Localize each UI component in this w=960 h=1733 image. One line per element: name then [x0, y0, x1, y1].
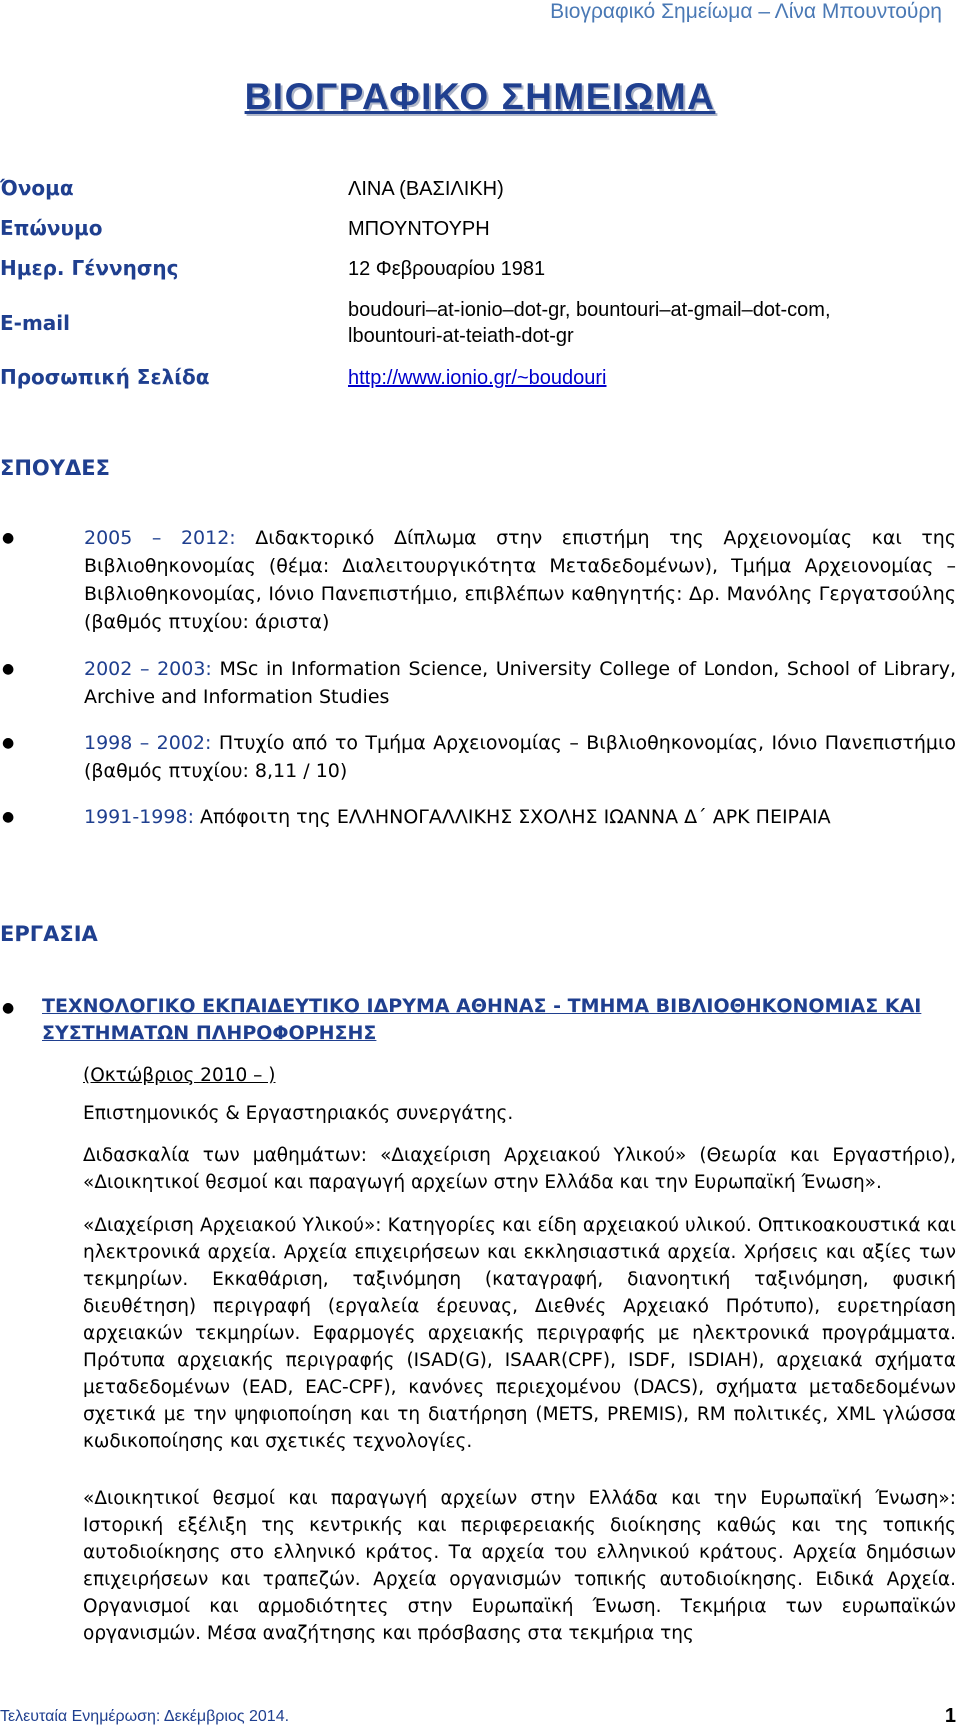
- surname-label: Επώνυμο: [0, 216, 103, 240]
- work-courses: Διδασκαλία των μαθημάτων: «Διαχείριση Αρχειακού Υλικού» (Θεωρία και Εργαστήριο), «Διοικητικοί θεσμοί και παραγωγή αρχείων στην Ελλάδα και την Ευρωπαϊκή Ένωση».: [83, 1145, 956, 1193]
- education-item: [84, 655, 956, 711]
- birthdate-label: Ημερ. Γέννησης: [0, 256, 179, 280]
- education-text: Διδακτορικό Δίπλωμα στην επιστήμη της Αρχειονομίας και της Βιβλιοθηκονομίας (θέμα: Διαλειτουργικότητα Μεταδεδομένων), Τμήμα Αρχειονομίας – Βιβλιοθηκονομίας, Ιόνιο Πανεπιστήμιο, επιβλέπων καθηγητής: Δρ. Μανόλης Γεργατσούλης (βαθμός πτυχίου: άριστα): [84, 527, 956, 633]
- bullet-icon: ●: [2, 809, 15, 825]
- education-years: 1991-1998:: [84, 806, 194, 828]
- birthdate-value: 12 Φεβρουαρίου 1981: [348, 258, 546, 280]
- education-item: [84, 524, 956, 636]
- page-number: 1: [944, 1705, 956, 1727]
- bullet-icon: ●: [2, 661, 15, 677]
- education-text: MSc in Information Science, University College of London, School of Library, Archive and Information Studies: [84, 658, 956, 708]
- education-years: 2002 – 2003:: [84, 658, 212, 680]
- email-value: [348, 297, 831, 349]
- email-line: boudouri–at-ionio–dot-gr, bountouri–at-gmail–dot-com,: [348, 299, 831, 321]
- homepage-value: [348, 365, 607, 391]
- work-role: Επιστημονικός & Εργαστηριακός συνεργάτης.: [83, 1103, 514, 1124]
- homepage-link[interactable]: http://www.ionio.gr/~boudouri: [348, 367, 607, 389]
- education-text: Πτυχίο από το Τμήμα Αρχειονομίας – Βιβλιοθηκονομίας, Ιόνιο Πανεπιστήμιο (βαθμός πτυχίου: 8,11 / 10): [84, 732, 956, 782]
- email-label: E-mail: [0, 311, 71, 335]
- course-description: «Διοικητικοί θεσμοί και παραγωγή αρχείων στην Ελλάδα και την Ευρωπαϊκή Ένωση»: Ιστορική εξέλιξη της κεντρικής και περιφερειακής διοίκησης καθώς και της τοπικής αυτοδιοίκησης στο ελληνικό κράτος. Τα αρχεία του ελληνικού κράτους. Αρχεία δημόσιων επιχειρήσεων και τραπεζών. Αρχεία οργανισμών τοπικής αυτοδιοίκησης. Ειδικά Αρχεία. Οργανισμοί και αρμοδιότητες στην Ευρωπαϊκή Ένωση. Τεκμήρια των ευρωπαϊκών οργανισμών. Μέσα αναζήτησης και πρόσβασης στα τεκμήρια της: [83, 1488, 956, 1644]
- page-title: ΒΙΟΓΡΑΦΙΚΟ ΣΗΜΕΙΩΜΑ: [244, 76, 716, 117]
- education-years: 2005 – 2012:: [84, 527, 236, 549]
- education-years: 1998 – 2002:: [84, 732, 212, 754]
- work-period-line: [83, 1062, 956, 1089]
- name-value: ΛΙΝΑ (ΒΑΣΙΛΙΚΗ): [348, 178, 504, 200]
- bullet-icon: ●: [2, 1000, 15, 1016]
- work-heading: ΕΡΓΑΣΙΑ: [0, 922, 98, 946]
- last-update-note: Τελευταία Ενημέρωση: Δεκέμβριος 2014.: [0, 1708, 290, 1725]
- education-item: [84, 803, 956, 831]
- education-text: Απόφοιτη της ΕΛΛΗΝΟΓΑΛΛΙΚΗΣ ΣΧΟΛΗΣ ΙΩΑΝΝΑ Δ΄ ΑΡΚ ΠΕΙΡΑΙΑ: [200, 806, 831, 828]
- education-heading: ΣΠΟΥΔΕΣ: [0, 456, 110, 480]
- bullet-icon: ●: [2, 530, 15, 546]
- bullet-icon: ●: [2, 735, 15, 751]
- surname-value: ΜΠΟΥΝΤΟΥΡΗ: [348, 218, 490, 240]
- education-item: [84, 729, 956, 785]
- homepage-label: Προσωπική Σελίδα: [0, 365, 210, 389]
- course-description: «Διαχείριση Αρχειακού Υλικού»: Κατηγορίες και είδη αρχειακού υλικού. Οπτικοακουστικά και ηλεκτρονικά αρχεία. Αρχεία επιχειρήσεων και εκκλησιαστικά αρχεία. Χρήσεις και αξίες των τεκμηρίων. Εκκαθάριση, ταξινόμηση (καταγραφή, διανοητική ταξινόμηση, φυσική διευθέτηση) περιγραφή (εργαλεία έρευνας, Διεθνές Αρχειακό Πρότυπο), ευρετηρίαση αρχειακών τεκμηρίων. Εφαρμογές αρχειακής περιγραφής με ηλεκτρονικά προγράμματα. Πρότυπα αρχειακής περιγραφής (ISAD(G), ISAAR(CPF), ISDF, ISDIAH), αρχειακά σχήματα μεταδεδομένων (EAD, EAC-CPF), κανόνες περιεχομένου (DACS), σχήματα μεταδεδομένων σχετικά με την ψηφιοποίηση και τη διατήρηση (METS, PREMIS), RM πολιτικές, XML γλώσσα κωδικοποίησης και σχετικές τεχνολογίες.: [83, 1215, 956, 1452]
- name-label: Όνομα: [0, 176, 74, 200]
- work-organization: ΤΕΧΝΟΛΟΓΙΚΟ ΕΚΠΑΙΔΕΥΤΙΚΟ ΙΔΡΥΜΑ ΑΘΗΝΑΣ - ΤΜΗΜΑ ΒΙΒΛΙΟΘΗΚΟΝΟΜΙΑΣ ΚΑΙ ΣΥΣΤΗΜΑΤΩΝ ΠΛΗΡΟΦΟΡΗΣΗΣ: [42, 995, 922, 1044]
- work-period: (Οκτώβριος 2010 – ): [83, 1065, 276, 1086]
- email-line: lbountouri-at-teiath-dot-gr: [348, 325, 574, 347]
- running-header: Βιογραφικό Σημείωμα – Λίνα Μπουντούρη: [550, 0, 942, 23]
